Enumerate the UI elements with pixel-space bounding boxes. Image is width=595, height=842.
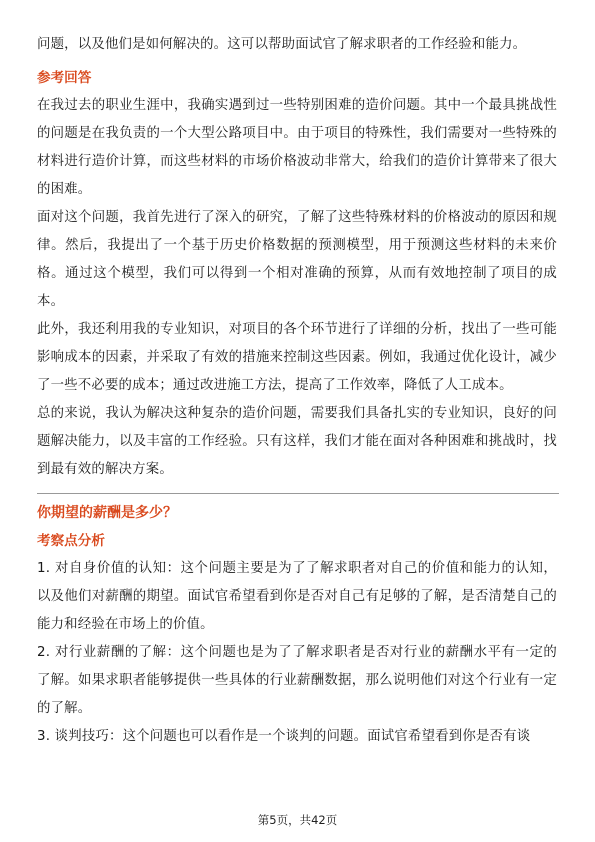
intro-paragraph: 问题，以及他们是如何解决的。这可以帮助面试官了解求职者的工作经验和能力。 (37, 37, 527, 52)
analysis-heading: 考察点分析 (37, 533, 105, 549)
page-number-footer: 第5页，共42页 (257, 813, 338, 827)
analysis-paragraph: 3. 谈判技巧：这个问题也可以看作是一个谈判的问题。面试官希望看到你是否有谈 (37, 729, 531, 744)
answer-paragraph: 总的来说，我认为解决这种复杂的造价问题，需要我们具备扎实的专业知识，良好的问题解决能力，以及丰富的工作经验。只有这样，我们才能在面对各种困难和挑战时，找到最有效的解决方案。 (37, 406, 557, 477)
analysis-paragraph: 2. 对行业薪酬的了解：这个问题也是为了了解求职者是否对行业的薪酬水平有一定的了解。如果求职者能够提供一些具体的行业薪酬数据，那么说明他们对这个行业有一定的了解。 (37, 645, 557, 716)
question-title: 你期望的薪酬是多少？ (37, 505, 177, 521)
reference-answer-heading: 参考回答 (37, 70, 92, 86)
analysis-body (37, 555, 557, 751)
document-page (37, 0, 557, 751)
answer-paragraph: 此外，我还利用我的专业知识，对项目的各个环节进行了详细的分析，找出了一些可能影响成本的因素，并采取了有效的措施来控制这些因素。例如，我通过优化设计，减少了一些不必要的成本；通过改进施工方法，提高了工作效率，降低了人工成本。 (37, 322, 557, 393)
answer-paragraph: 在我过去的职业生涯中，我确实遇到过一些特别困难的造价问题。其中一个最具挑战性的问题是在我负责的一个大型公路项目中。由于项目的特殊性，我们需要对一些特殊的材料进行造价计算，而这些材料的市场价格波动非常大，给我们的造价计算带来了很大的困难。 (37, 98, 557, 197)
analysis-paragraph: 1. 对自身价值的认知：这个问题主要是为了了解求职者对自己的价值和能力的认知，以及他们对薪酬的期望。面试官希望看到你是否对自己有足够的了解，是否清楚自己的能力和经验在市场上的价值。 (37, 561, 557, 632)
answer-paragraph: 面对这个问题，我首先进行了深入的研究，了解了这些特殊材料的价格波动的原因和规律。然后，我提出了一个基于历史价格数据的预测模型，用于预测这些材料的未来价格。通过这个模型，我们可以得到一个相对准确的预算，从而有效地控制了项目的成本。 (37, 210, 557, 309)
reference-answer-body (37, 92, 557, 484)
section-divider (37, 493, 559, 494)
